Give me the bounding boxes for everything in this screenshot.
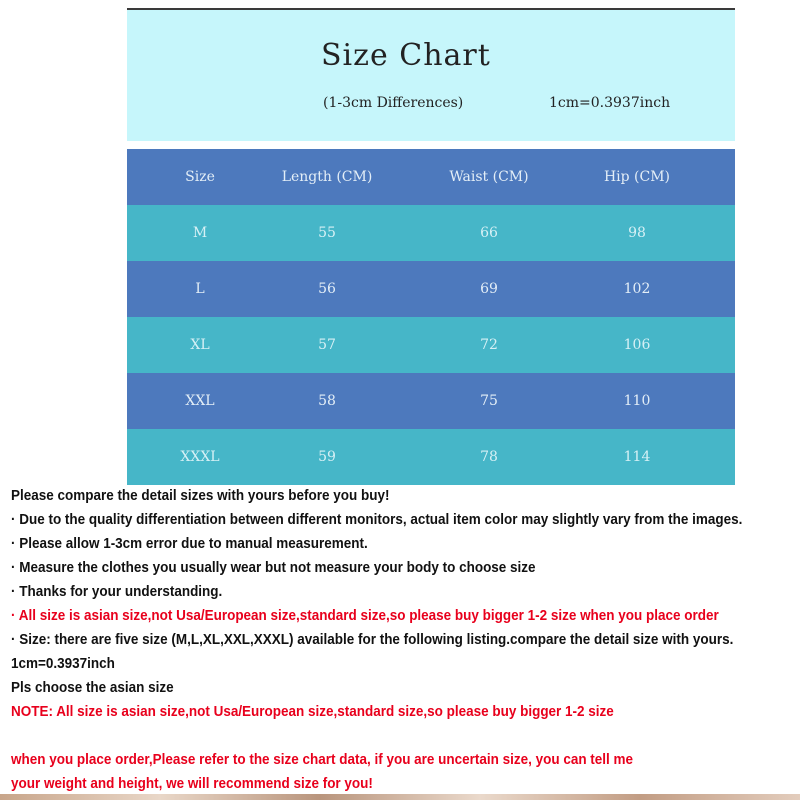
table-row [127,317,735,373]
note-closing-1: when you place order,Please refer to the size chart data, if you are uncertain size, you can tell me [11,752,634,768]
table-row [127,429,735,485]
cell-length: 55 [318,225,336,241]
note-measurement-error: · Please allow 1-3cm error due to manual measurement. [11,536,368,552]
cell-size: L [195,281,205,297]
size-notes [11,484,741,796]
cell-length: 58 [318,393,336,409]
cell-waist: 69 [480,281,498,297]
cell-waist: 75 [480,393,498,409]
size-chart-conversion: 1cm=0.3937inch [549,95,671,111]
table-row [127,373,735,429]
cell-size: XXL [185,393,215,409]
size-table [127,149,735,485]
cell-length: 56 [318,281,336,297]
note-available-sizes: · Size: there are five size (M,L,XL,XXL,XXXL) available for the following listing.compare the detail size with yours. [11,632,734,648]
cell-waist: 66 [480,225,498,241]
header-waist: Waist (CM) [449,169,529,185]
cell-hip: 106 [623,337,651,353]
header-size: Size [185,169,215,185]
cell-hip: 110 [623,393,651,409]
note-monitor-color: · Due to the quality differentiation between different monitors, actual item color may slightly vary from the images. [11,512,743,528]
header-hip: Hip (CM) [603,169,671,185]
cell-length: 57 [318,337,336,353]
note-warning: NOTE: All size is asian size,not Usa/European size,standard size,so please buy bigger 1-2 size [11,704,614,720]
size-chart-header [127,8,735,141]
cell-hip: 114 [623,449,651,465]
header-length: Length (CM) [281,169,373,185]
cell-hip: 102 [623,281,651,297]
product-photo-edge [0,794,800,800]
note-choose-asian: Pls choose the asian size [11,680,174,696]
size-chart-title: Size Chart [321,38,491,73]
cell-size: M [192,225,208,241]
note-conversion: 1cm=0.3937inch [11,656,115,672]
size-chart-subtitle: (1-3cm Differences) [323,95,464,111]
note-measure-clothes: · Measure the clothes you usually wear but not measure your body to choose size [11,560,536,576]
note-asian-size-warning: · All size is asian size,not Usa/European size,standard size,so please buy bigger 1-2 size when you place order [11,608,719,624]
cell-length: 59 [318,449,336,465]
table-row [127,205,735,261]
cell-size: XXXL [180,449,220,465]
note-thanks: · Thanks for your understanding. [11,584,223,600]
table-header-row [127,149,735,205]
cell-waist: 72 [480,337,498,353]
note-closing-2: your weight and height, we will recommend size for you! [11,776,373,792]
notes-intro: Please compare the detail sizes with yours before you buy! [11,488,390,504]
table-row [127,261,735,317]
spacer [11,724,741,748]
size-chart [127,8,735,476]
cell-hip: 98 [628,225,646,241]
cell-size: XL [190,337,210,353]
cell-waist: 78 [480,449,498,465]
